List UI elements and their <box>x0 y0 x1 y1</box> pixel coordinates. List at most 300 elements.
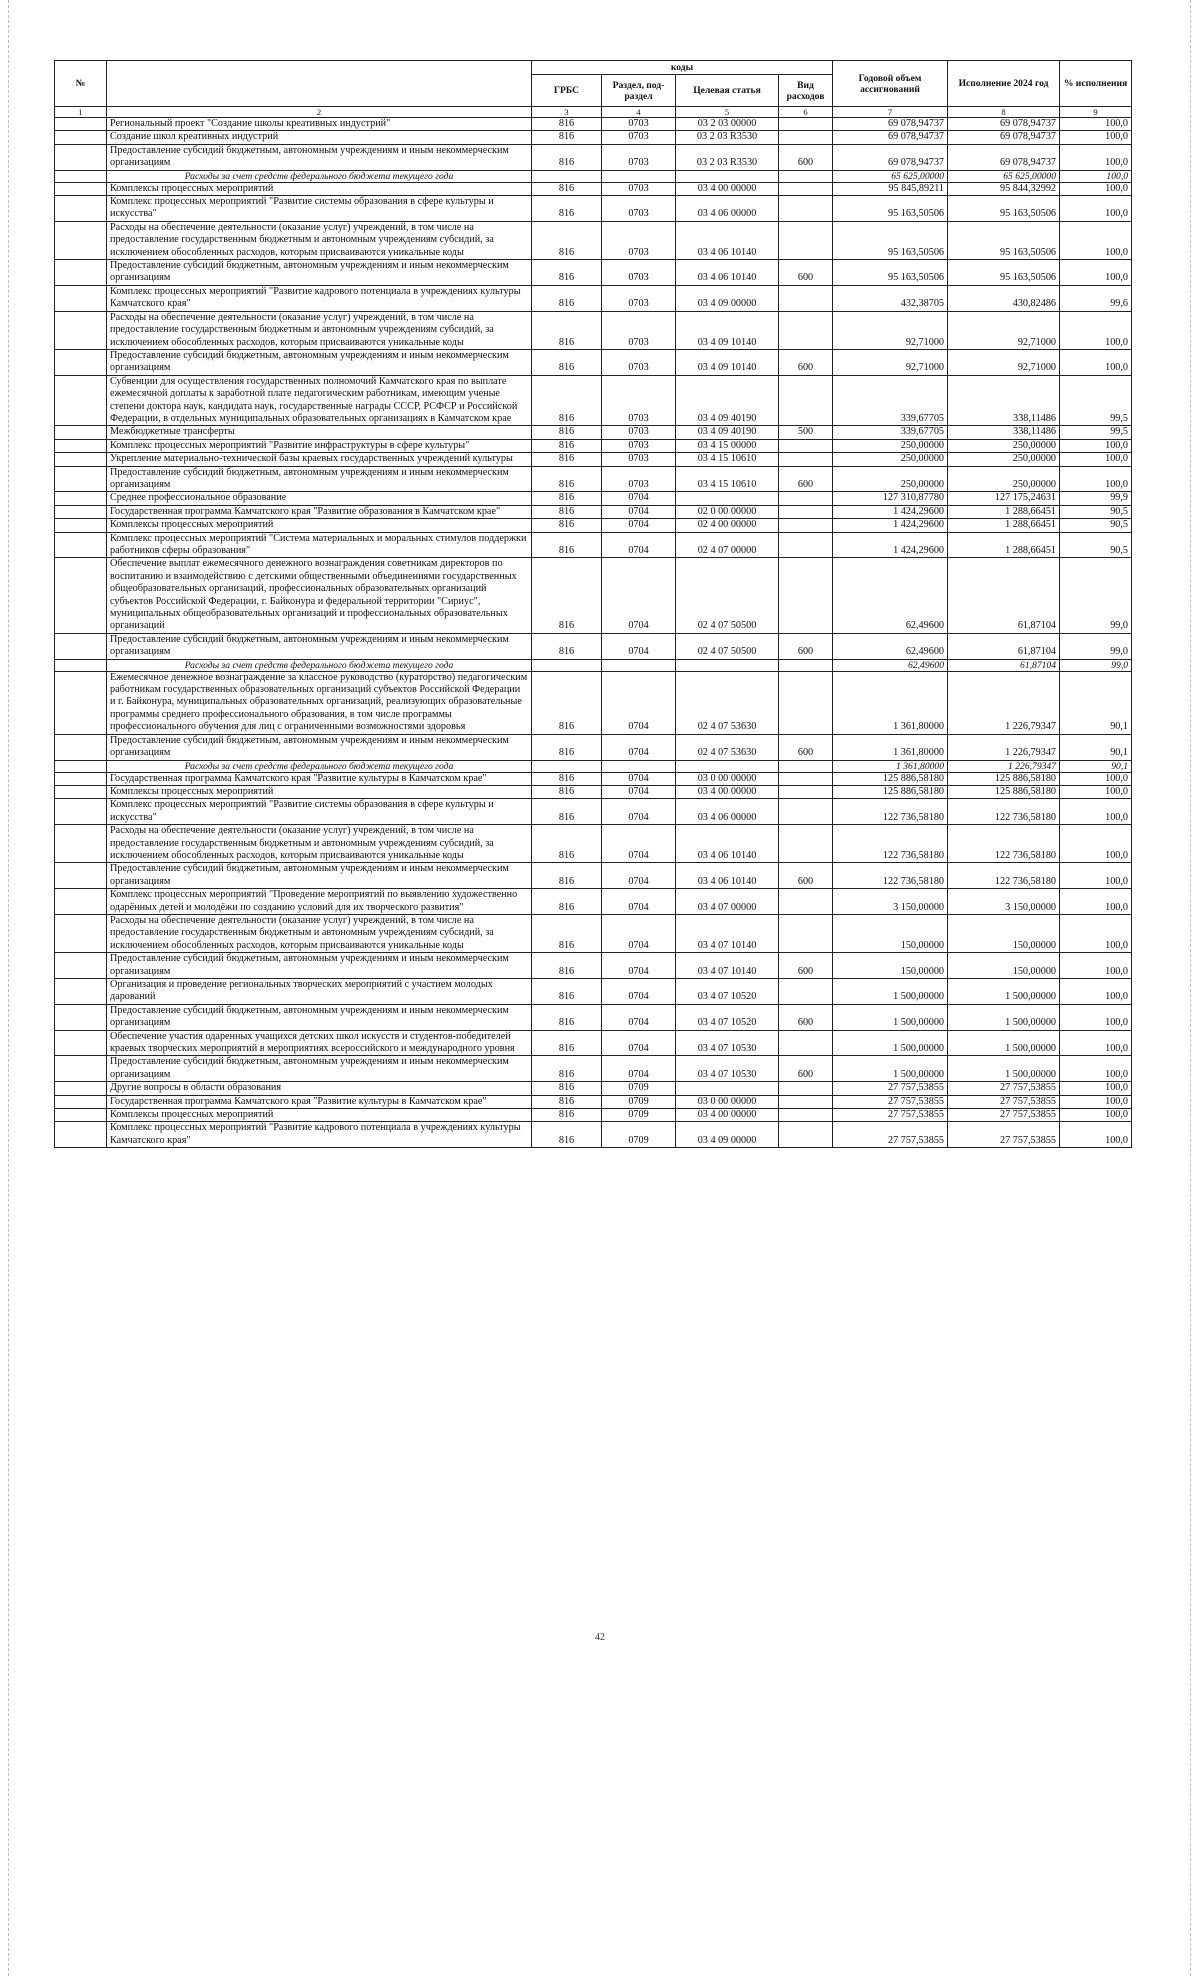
row-target-article: 02 4 07 00000 <box>676 532 779 558</box>
row-annual-volume: 250,00000 <box>833 466 948 492</box>
row-annual-volume: 432,38705 <box>833 285 948 311</box>
row-number-cell <box>55 760 107 772</box>
row-target-article: 03 4 00 00000 <box>676 785 779 798</box>
row-percent: 100,0 <box>1060 979 1132 1005</box>
row-target-article: 03 4 00 00000 <box>676 182 779 195</box>
row-expense-type <box>779 785 833 798</box>
row-expense-type <box>779 505 833 518</box>
row-target-article: 03 4 07 00000 <box>676 889 779 915</box>
table-row <box>55 671 1132 734</box>
row-annual-volume: 1 424,29600 <box>833 532 948 558</box>
row-razdel: 0704 <box>602 505 676 518</box>
row-number-cell <box>55 439 107 452</box>
row-annual-volume: 1 361,80000 <box>833 760 948 772</box>
row-expense-type <box>779 519 833 532</box>
row-razdel: 0709 <box>602 1095 676 1108</box>
row-razdel: 0703 <box>602 260 676 286</box>
row-name: Государственная программа Камчатского края "Развитие культуры в Камчатском крае" <box>107 772 532 785</box>
table-row <box>55 375 1132 426</box>
row-execution: 1 500,00000 <box>948 1004 1060 1030</box>
row-grbs: 816 <box>532 1030 602 1056</box>
row-name: Предоставление субсидий бюджетным, автономным учреждениям и иным некоммерческим организациям <box>107 260 532 286</box>
row-razdel: 0703 <box>602 118 676 131</box>
row-grbs: 816 <box>532 1004 602 1030</box>
table-body <box>55 118 1132 1148</box>
table-row <box>55 349 1132 375</box>
row-execution: 95 163,50506 <box>948 221 1060 259</box>
row-percent: 99,0 <box>1060 633 1132 659</box>
table-row <box>55 1030 1132 1056</box>
row-execution: 95 163,50506 <box>948 196 1060 222</box>
row-annual-volume: 1 500,00000 <box>833 979 948 1005</box>
row-grbs: 816 <box>532 519 602 532</box>
row-razdel: 0704 <box>602 863 676 889</box>
row-expense-type <box>779 118 833 131</box>
column-number: 4 <box>602 107 676 118</box>
row-execution: 1 226,79347 <box>948 760 1060 772</box>
row-expense-type <box>779 221 833 259</box>
row-razdel: 0703 <box>602 349 676 375</box>
row-number-cell <box>55 349 107 375</box>
row-annual-volume: 150,00000 <box>833 953 948 979</box>
row-grbs: 816 <box>532 505 602 518</box>
table-row <box>55 144 1132 170</box>
table-row <box>55 558 1132 633</box>
row-percent: 100,0 <box>1060 1056 1132 1082</box>
row-name: Комплекс процессных мероприятий "Развитие системы образования в сфере культуры и искусства" <box>107 799 532 825</box>
row-target-article: 03 4 09 00000 <box>676 1122 779 1148</box>
row-name: Комплексы процессных мероприятий <box>107 1109 532 1122</box>
row-annual-volume: 95 163,50506 <box>833 221 948 259</box>
row-percent: 100,0 <box>1060 1095 1132 1108</box>
row-annual-volume: 339,67705 <box>833 426 948 439</box>
row-target-article: 03 4 07 10140 <box>676 953 779 979</box>
row-target-article: 03 4 09 10140 <box>676 311 779 349</box>
row-grbs: 816 <box>532 633 602 659</box>
row-execution: 3 150,00000 <box>948 889 1060 915</box>
row-expense-type: 600 <box>779 863 833 889</box>
row-percent: 90,1 <box>1060 734 1132 760</box>
table-row <box>55 760 1132 772</box>
row-annual-volume: 95 163,50506 <box>833 196 948 222</box>
row-execution: 69 078,94737 <box>948 144 1060 170</box>
column-number: 7 <box>833 107 948 118</box>
row-grbs <box>532 659 602 671</box>
row-expense-type <box>779 671 833 734</box>
row-expense-type <box>779 1095 833 1108</box>
row-execution: 1 500,00000 <box>948 1056 1060 1082</box>
row-percent: 100,0 <box>1060 349 1132 375</box>
row-execution: 1 226,79347 <box>948 671 1060 734</box>
row-grbs: 816 <box>532 1056 602 1082</box>
row-number-cell <box>55 772 107 785</box>
column-number-row <box>55 107 1132 118</box>
row-grbs: 816 <box>532 439 602 452</box>
row-target-article: 02 4 00 00000 <box>676 519 779 532</box>
row-percent: 100,0 <box>1060 863 1132 889</box>
row-percent: 100,0 <box>1060 785 1132 798</box>
row-percent: 100,0 <box>1060 144 1132 170</box>
row-razdel: 0703 <box>602 196 676 222</box>
row-expense-type: 600 <box>779 953 833 979</box>
row-number-cell <box>55 260 107 286</box>
row-execution: 27 757,53855 <box>948 1095 1060 1108</box>
row-number-cell <box>55 221 107 259</box>
header-target-article: Целевая статья <box>676 75 779 107</box>
row-razdel: 0704 <box>602 914 676 952</box>
row-name: Расходы за счет средств федерального бюджета текущего года <box>107 659 532 671</box>
row-target-article <box>676 760 779 772</box>
row-number-cell <box>55 375 107 426</box>
table-row <box>55 170 1132 182</box>
table-row <box>55 979 1132 1005</box>
row-grbs: 816 <box>532 889 602 915</box>
row-expense-type <box>779 170 833 182</box>
row-execution: 27 757,53855 <box>948 1082 1060 1095</box>
row-target-article: 03 4 15 10610 <box>676 453 779 466</box>
row-razdel: 0704 <box>602 799 676 825</box>
row-annual-volume: 92,71000 <box>833 349 948 375</box>
row-expense-type <box>779 889 833 915</box>
row-name: Предоставление субсидий бюджетным, автономным учреждениям и иным некоммерческим организациям <box>107 466 532 492</box>
row-razdel: 0704 <box>602 671 676 734</box>
row-annual-volume: 127 310,87780 <box>833 492 948 505</box>
row-execution: 1 288,66451 <box>948 505 1060 518</box>
row-name: Комплекс процессных мероприятий "Развитие кадрового потенциала в учреждениях культуры Камчатского края" <box>107 285 532 311</box>
row-grbs: 816 <box>532 182 602 195</box>
row-grbs: 816 <box>532 466 602 492</box>
row-target-article: 03 4 06 00000 <box>676 196 779 222</box>
row-percent: 100,0 <box>1060 196 1132 222</box>
row-target-article: 03 4 09 40190 <box>676 375 779 426</box>
row-percent: 90,1 <box>1060 671 1132 734</box>
row-name: Расходы на обеспечение деятельности (оказание услуг) учреждений, в том числе на предоставление государственным бюджетным и автономным учреждениям субсидий, за исключением обособленных расходов, которым присваиваются уникальные коды <box>107 914 532 952</box>
row-grbs: 816 <box>532 492 602 505</box>
row-annual-volume: 95 845,89211 <box>833 182 948 195</box>
row-annual-volume: 1 361,80000 <box>833 734 948 760</box>
row-number-cell <box>55 671 107 734</box>
row-razdel: 0703 <box>602 285 676 311</box>
row-annual-volume: 1 424,29600 <box>833 519 948 532</box>
row-grbs: 816 <box>532 118 602 131</box>
column-number: 5 <box>676 107 779 118</box>
row-name: Организация и проведение региональных творческих мероприятий с участием молодых дарований <box>107 979 532 1005</box>
row-percent: 100,0 <box>1060 799 1132 825</box>
row-expense-type <box>779 1122 833 1148</box>
row-number-cell <box>55 519 107 532</box>
row-name: Создание школ креативных индустрий <box>107 131 532 144</box>
row-percent: 100,0 <box>1060 1122 1132 1148</box>
row-name: Предоставление субсидий бюджетным, автономным учреждениям и иным некоммерческим организациям <box>107 953 532 979</box>
row-number-cell <box>55 492 107 505</box>
row-grbs <box>532 170 602 182</box>
row-name: Комплексы процессных мероприятий <box>107 519 532 532</box>
row-expense-type <box>779 659 833 671</box>
row-razdel: 0704 <box>602 1056 676 1082</box>
row-percent: 100,0 <box>1060 825 1132 863</box>
table-row <box>55 772 1132 785</box>
row-percent: 100,0 <box>1060 182 1132 195</box>
row-razdel <box>602 760 676 772</box>
table-row <box>55 221 1132 259</box>
row-expense-type: 600 <box>779 349 833 375</box>
row-razdel: 0703 <box>602 182 676 195</box>
row-execution: 338,11486 <box>948 426 1060 439</box>
row-annual-volume: 62,49600 <box>833 659 948 671</box>
row-name: Расходы за счет средств федерального бюджета текущего года <box>107 170 532 182</box>
row-target-article: 03 4 07 10520 <box>676 979 779 1005</box>
row-name: Комплексы процессных мероприятий <box>107 182 532 195</box>
row-number-cell <box>55 1056 107 1082</box>
row-name: Межбюджетные трансферты <box>107 426 532 439</box>
row-percent: 100,0 <box>1060 311 1132 349</box>
table-row <box>55 659 1132 671</box>
table-row <box>55 426 1132 439</box>
row-razdel: 0704 <box>602 1030 676 1056</box>
row-name: Государственная программа Камчатского края "Развитие культуры в Камчатском крае" <box>107 1095 532 1108</box>
row-number-cell <box>55 505 107 518</box>
row-expense-type <box>779 492 833 505</box>
row-number-cell <box>55 825 107 863</box>
row-name: Комплекс процессных мероприятий "Проведение мероприятий по выявлению художественно одарённых детей и молодёжи по созданию условий для их творческого развития" <box>107 889 532 915</box>
row-number-cell <box>55 1109 107 1122</box>
row-expense-type <box>779 453 833 466</box>
row-name: Государственная программа Камчатского края "Развитие образования в Камчатском крае" <box>107 505 532 518</box>
row-percent: 100,0 <box>1060 131 1132 144</box>
row-execution: 69 078,94737 <box>948 131 1060 144</box>
row-target-article: 02 4 07 50500 <box>676 633 779 659</box>
row-execution: 1 288,66451 <box>948 519 1060 532</box>
row-grbs: 816 <box>532 221 602 259</box>
row-name: Среднее профессиональное образование <box>107 492 532 505</box>
table-row <box>55 953 1132 979</box>
row-name: Предоставление субсидий бюджетным, автономным учреждениям и иным некоммерческим организациям <box>107 1056 532 1082</box>
row-percent: 100,0 <box>1060 772 1132 785</box>
row-name: Расходы на обеспечение деятельности (оказание услуг) учреждений, в том числе на предоставление государственным бюджетным и автономным учреждениям субсидий, за исключением обособленных расходов, которым присваиваются уникальные коды <box>107 825 532 863</box>
row-annual-volume: 1 500,00000 <box>833 1056 948 1082</box>
table-row <box>55 466 1132 492</box>
row-percent: 100,0 <box>1060 914 1132 952</box>
row-annual-volume: 27 757,53855 <box>833 1095 948 1108</box>
row-execution: 1 226,79347 <box>948 734 1060 760</box>
row-grbs: 816 <box>532 144 602 170</box>
column-number: 2 <box>107 107 532 118</box>
table-row <box>55 1004 1132 1030</box>
row-number-cell <box>55 979 107 1005</box>
row-target-article: 03 0 00 00000 <box>676 1095 779 1108</box>
row-razdel: 0703 <box>602 439 676 452</box>
row-number-cell <box>55 734 107 760</box>
row-execution: 430,82486 <box>948 285 1060 311</box>
row-name: Комплекс процессных мероприятий "Развитие кадрового потенциала в учреждениях культуры Камчатского края" <box>107 1122 532 1148</box>
row-expense-type: 600 <box>779 1056 833 1082</box>
table-row <box>55 196 1132 222</box>
row-grbs: 816 <box>532 1109 602 1122</box>
row-expense-type <box>779 131 833 144</box>
row-razdel: 0703 <box>602 426 676 439</box>
row-annual-volume: 3 150,00000 <box>833 889 948 915</box>
row-razdel: 0704 <box>602 953 676 979</box>
row-annual-volume: 92,71000 <box>833 311 948 349</box>
row-name: Региональный проект "Создание школы креативных индустрий" <box>107 118 532 131</box>
row-number-cell <box>55 170 107 182</box>
table-row <box>55 505 1132 518</box>
row-execution: 65 625,00000 <box>948 170 1060 182</box>
row-execution: 1 500,00000 <box>948 1030 1060 1056</box>
table-row <box>55 799 1132 825</box>
row-grbs: 816 <box>532 953 602 979</box>
row-number-cell <box>55 1004 107 1030</box>
row-number-cell <box>55 1030 107 1056</box>
row-expense-type <box>779 182 833 195</box>
row-annual-volume: 62,49600 <box>833 558 948 633</box>
row-execution: 95 163,50506 <box>948 260 1060 286</box>
row-percent: 100,0 <box>1060 439 1132 452</box>
row-grbs: 816 <box>532 799 602 825</box>
row-number-cell <box>55 863 107 889</box>
row-grbs: 816 <box>532 349 602 375</box>
row-razdel: 0704 <box>602 979 676 1005</box>
row-target-article: 03 4 06 10140 <box>676 221 779 259</box>
row-expense-type <box>779 311 833 349</box>
row-expense-type <box>779 979 833 1005</box>
row-target-article: 02 4 07 53630 <box>676 734 779 760</box>
header-codes: коды <box>532 61 833 75</box>
row-razdel: 0703 <box>602 144 676 170</box>
row-execution: 250,00000 <box>948 466 1060 492</box>
row-name: Расходы на обеспечение деятельности (оказание услуг) учреждений, в том числе на предоставление государственным бюджетным и автономным учреждениям субсидий, за исключением обособленных расходов, которым присваиваются уникальные коды <box>107 221 532 259</box>
row-target-article: 02 0 00 00000 <box>676 505 779 518</box>
row-annual-volume: 27 757,53855 <box>833 1082 948 1095</box>
row-razdel: 0704 <box>602 1004 676 1030</box>
row-percent: 99,0 <box>1060 659 1132 671</box>
row-percent: 100,0 <box>1060 1109 1132 1122</box>
row-percent: 100,0 <box>1060 1030 1132 1056</box>
row-target-article: 03 2 03 00000 <box>676 118 779 131</box>
row-percent: 90,5 <box>1060 532 1132 558</box>
row-execution: 1 288,66451 <box>948 532 1060 558</box>
row-target-article: 03 4 06 10140 <box>676 863 779 889</box>
row-expense-type <box>779 914 833 952</box>
row-execution: 125 886,58180 <box>948 785 1060 798</box>
table-row <box>55 914 1132 952</box>
row-execution: 150,00000 <box>948 914 1060 952</box>
row-annual-volume: 69 078,94737 <box>833 144 948 170</box>
row-name: Расходы за счет средств федерального бюджета текущего года <box>107 760 532 772</box>
row-expense-type <box>779 558 833 633</box>
row-razdel: 0704 <box>602 633 676 659</box>
table-row <box>55 311 1132 349</box>
row-number-cell <box>55 453 107 466</box>
row-expense-type: 600 <box>779 466 833 492</box>
row-execution: 61,87104 <box>948 558 1060 633</box>
row-razdel: 0703 <box>602 453 676 466</box>
row-number-cell <box>55 311 107 349</box>
scan-edge-right <box>1190 0 1191 1976</box>
row-name: Расходы на обеспечение деятельности (оказание услуг) учреждений, в том числе на предоставление государственным бюджетным и автономным учреждениям субсидий, за исключением обособленных расходов, которым присваиваются уникальные коды <box>107 311 532 349</box>
row-annual-volume: 62,49600 <box>833 633 948 659</box>
row-percent: 100,0 <box>1060 170 1132 182</box>
row-grbs: 816 <box>532 734 602 760</box>
row-expense-type <box>779 285 833 311</box>
row-execution: 61,87104 <box>948 659 1060 671</box>
table-row <box>55 453 1132 466</box>
row-annual-volume: 125 886,58180 <box>833 785 948 798</box>
row-target-article: 03 0 00 00000 <box>676 772 779 785</box>
row-grbs: 816 <box>532 1095 602 1108</box>
row-percent: 100,0 <box>1060 221 1132 259</box>
row-target-article: 02 4 07 53630 <box>676 671 779 734</box>
header-name <box>107 61 532 107</box>
row-name: Предоставление субсидий бюджетным, автономным учреждениям и иным некоммерческим организациям <box>107 633 532 659</box>
row-name: Обеспечение участия одаренных учащихся детских школ искусств и студентов-победителей краевых творческих мероприятий в мероприятиях всероссийского и международного уровня <box>107 1030 532 1056</box>
row-grbs <box>532 760 602 772</box>
row-number-cell <box>55 532 107 558</box>
table-row <box>55 863 1132 889</box>
row-annual-volume: 27 757,53855 <box>833 1122 948 1148</box>
column-number: 9 <box>1060 107 1132 118</box>
row-execution: 122 736,58180 <box>948 825 1060 863</box>
row-razdel <box>602 659 676 671</box>
row-expense-type: 600 <box>779 633 833 659</box>
row-annual-volume: 125 886,58180 <box>833 772 948 785</box>
row-grbs: 816 <box>532 426 602 439</box>
budget-execution-table <box>54 60 1132 1148</box>
table-row <box>55 889 1132 915</box>
row-name: Комплексы процессных мероприятий <box>107 785 532 798</box>
row-annual-volume: 1 424,29600 <box>833 505 948 518</box>
row-grbs: 816 <box>532 311 602 349</box>
table-row <box>55 734 1132 760</box>
row-percent: 100,0 <box>1060 466 1132 492</box>
header-razdel: Раздел, под-раздел <box>602 75 676 107</box>
row-target-article: 03 4 09 10140 <box>676 349 779 375</box>
row-target-article <box>676 170 779 182</box>
row-number-cell <box>55 118 107 131</box>
row-razdel: 0704 <box>602 519 676 532</box>
row-expense-type <box>779 1109 833 1122</box>
row-razdel: 0709 <box>602 1122 676 1148</box>
row-grbs: 816 <box>532 285 602 311</box>
row-grbs: 816 <box>532 863 602 889</box>
row-name: Ежемесячное денежное вознаграждение за классное руководство (кураторство) педагогическим работникам государственных образовательных организаций субъектов Российской Федерации и г. Байконура, муниципальных образовательных организаций, реализующих образовательные программы среднего профессионального образования, в том числе программы профессионального обучения для лиц с ограниченными возможностями здоровья <box>107 671 532 734</box>
row-grbs: 816 <box>532 979 602 1005</box>
row-expense-type: 600 <box>779 260 833 286</box>
row-number-cell <box>55 659 107 671</box>
row-razdel: 0703 <box>602 375 676 426</box>
row-target-article <box>676 492 779 505</box>
row-razdel: 0704 <box>602 492 676 505</box>
table-row <box>55 182 1132 195</box>
row-grbs: 816 <box>532 1082 602 1095</box>
table-row <box>55 260 1132 286</box>
row-grbs: 816 <box>532 671 602 734</box>
scan-edge-left <box>8 0 9 1976</box>
row-annual-volume: 250,00000 <box>833 439 948 452</box>
row-expense-type: 600 <box>779 734 833 760</box>
row-name: Предоставление субсидий бюджетным, автономным учреждениям и иным некоммерческим организациям <box>107 863 532 889</box>
row-execution: 61,87104 <box>948 633 1060 659</box>
row-percent: 100,0 <box>1060 889 1132 915</box>
column-number: 8 <box>948 107 1060 118</box>
header-expense-type: Вид расходов <box>779 75 833 107</box>
row-annual-volume: 69 078,94737 <box>833 131 948 144</box>
row-name: Субвенции для осуществления государственных полномочий Камчатского края по выплате ежемесячной доплаты к заработной плате педагогическим работникам, имеющим ученые степени доктора наук, кандидата наук, государственные награды СССР, РСФСР и Российской Федерации, в отдельных муниципальных образовательных организациях в Камчатском крае <box>107 375 532 426</box>
row-name: Предоставление субсидий бюджетным, автономным учреждениям и иным некоммерческим организациям <box>107 349 532 375</box>
table-row <box>55 785 1132 798</box>
row-expense-type <box>779 1030 833 1056</box>
row-percent: 99,5 <box>1060 426 1132 439</box>
